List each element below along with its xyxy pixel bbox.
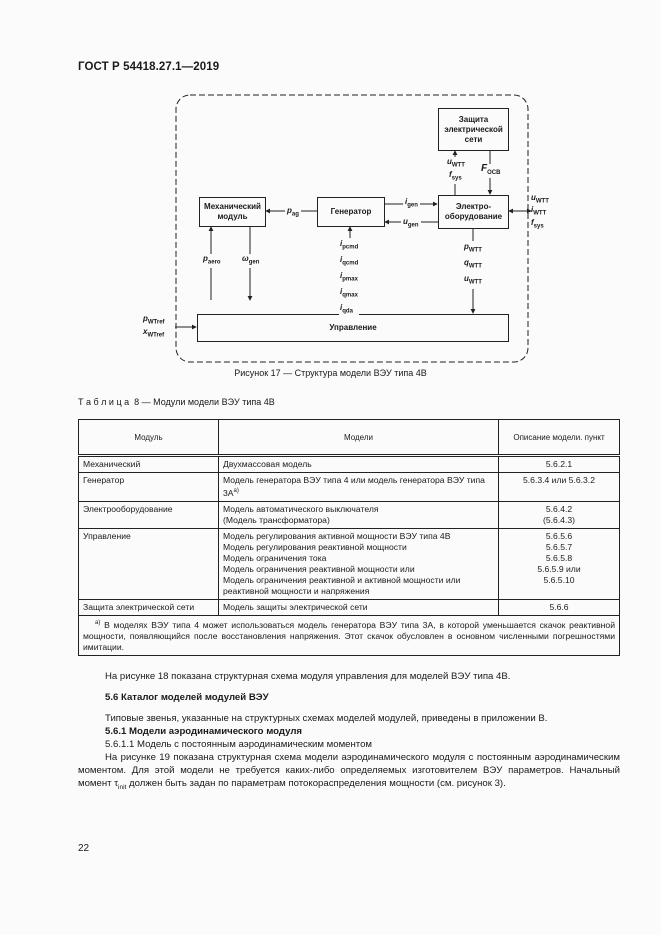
signal-f-ocb: $F_{OCB}$: [481, 163, 501, 176]
module-cell: Механический: [79, 456, 219, 473]
column-header-reference: Описание модели. пункт: [499, 420, 620, 456]
signal-u-wtt-protection: $u_{WTT}$: [447, 157, 465, 169]
block-label: сети: [464, 134, 483, 144]
page-number: 22: [78, 843, 90, 854]
reference-cell: 5.6.4.2 (5.6.4.3): [499, 501, 620, 528]
generator-block: Генератор: [317, 197, 385, 227]
column-header-module: Модуль: [79, 420, 219, 456]
signal-x-external: $x_{WTref}$: [143, 327, 165, 339]
mechanical-module-block: [199, 197, 266, 227]
models-cell: Двухмассовая модель: [219, 456, 499, 473]
paragraph-typical-links: Типовые звенья, указанные на структурных схемах моделей модулей, приведены в приложении В.: [105, 713, 548, 724]
models-cell: Модель регулирования активной мощности ВЭУ типа 4В Модель регулирования реактивной мощности Модель ограничения тока Модель ограничения реактивной мощности или Модель ограничения реактивной и активной мощности или реактивной мощности и напряжения: [219, 528, 499, 599]
reference-cell: 5.6.3.4 или 5.6.3.2: [499, 473, 620, 502]
table-footnote: $^{а)}$ В моделях ВЭУ типа 4 может использоваться модель генератора ВЭУ типа 3А, в которой уменьшается скачок реактивной мощности, появляющийся после восстановления напряжения. Этот скачок обусловлен в основном численными погрешностями имитации.: [79, 615, 620, 655]
table-row: [79, 528, 620, 599]
signal-f-sys: $f_{sys}$: [449, 170, 462, 182]
reference-cell: 5.6.6: [499, 599, 620, 615]
signal-i-gen: $i_{gen}$: [405, 197, 418, 209]
paragraph-figure-18-reference: На рисунке 18 показана структурная схема модуля управления для моделей ВЭУ типа 4В.: [105, 671, 511, 682]
table-row: [79, 473, 620, 502]
models-cell: Модель автоматического выключателя (Модель трансформатора): [219, 501, 499, 528]
section-heading-5-6-1: 5.6.1 Модели аэродинамического модуля: [105, 726, 303, 737]
document-header: ГОСТ Р 54418.27.1—2019: [78, 61, 220, 73]
section-heading-5-6: 5.6 Каталог моделей модулей ВЭУ: [105, 692, 269, 703]
block-label: модуль: [217, 212, 248, 221]
module-cell: Генератор: [79, 473, 219, 502]
table-row: [79, 599, 620, 615]
signal-i-wtt-out: $i_{WTT}$: [531, 205, 547, 217]
module-cell: Защита электрической сети: [79, 599, 219, 615]
table-row: [79, 456, 620, 473]
block-label: Защита: [458, 114, 489, 124]
block-label: электрической: [444, 124, 503, 134]
grid-protection-block: [438, 108, 509, 151]
module-cell: Управление: [79, 528, 219, 599]
signal-i-qda: $i_{qda}$: [340, 303, 353, 315]
table-row: [79, 501, 620, 528]
models-cell: Модель генератора ВЭУ типа 4 или модель генератора ВЭУ типа $3А^{а)}$: [219, 473, 499, 502]
block-label: Электро-: [455, 202, 492, 211]
modules-table: [78, 419, 620, 656]
table-title: Т а б л и ц а 8 — Модули модели ВЭУ типа 4В: [78, 397, 275, 407]
table-footnote-row: [79, 615, 620, 655]
footnote-marker: а): [233, 488, 239, 494]
control-block: Управление: [197, 314, 509, 342]
block-label: оборудование: [444, 212, 503, 221]
footnote-marker: а): [95, 619, 101, 626]
module-cell: Электрооборудование: [79, 501, 219, 528]
signal-i-pcmd: $i_{pcmd}$: [340, 239, 359, 251]
table-header-row: [79, 420, 620, 456]
signal-u-gen: $u_{gen}$: [403, 217, 419, 229]
signal-u-wtt-out: $u_{WTT}$: [531, 193, 549, 205]
electrical-equipment-block: [438, 195, 509, 229]
signal-u-wtt-ctrl: $u_{WTT}$: [464, 274, 482, 286]
figure-caption: Рисунок 17 — Структура модели ВЭУ типа 4В: [234, 368, 427, 378]
signal-p-external: $p_{WTref}$: [143, 314, 165, 326]
signal-p-aero: $p_{aero}$: [203, 254, 221, 266]
signal-p-ag: $p_{ag}$: [287, 206, 299, 218]
signal-f-sys-out: $f_{sys}$: [531, 218, 544, 230]
models-cell: Модель защиты электрической сети: [219, 599, 499, 615]
signal-i-qmax: $i_{qmax}$: [340, 287, 358, 299]
signal-group-current-commands: [339, 238, 359, 318]
block-label: Механический: [204, 202, 261, 211]
reference-cell: 5.6.2.1: [499, 456, 620, 473]
column-header-models: Модели: [219, 420, 499, 456]
signal-group-measurements: [463, 241, 483, 289]
signal-q-wtt: $q_{WTT}$: [464, 258, 482, 270]
signal-i-qcmd: $i_{qcmd}$: [340, 255, 359, 267]
signal-i-pmax: $i_{pmax}$: [340, 271, 358, 283]
reference-cell: 5.6.5.6 5.6.5.7 5.6.5.8 5.6.5.9 или 5.6.5.10: [499, 528, 620, 599]
paragraph-aerodynamic-model: На рисунке 19 показана структурная схема модели аэродинамического модуля с постоянным аэродинамическим моментом. Для этой модели не требуется каких-либо определяемых изготовителем ВЭУ параметров. Начальный момент $\tau_{init}$ должен быть задан по параметрам потокораспределения мощности (см. рисунок 3).: [78, 752, 620, 791]
signal-omega-gen: $\omega_{gen}$: [242, 254, 260, 266]
signal-p-wtt: $p_{WTT}$: [464, 242, 482, 254]
subsection-heading-5-6-1-1: 5.6.1.1 Модель с постоянным аэродинамическим моментом: [105, 739, 373, 750]
